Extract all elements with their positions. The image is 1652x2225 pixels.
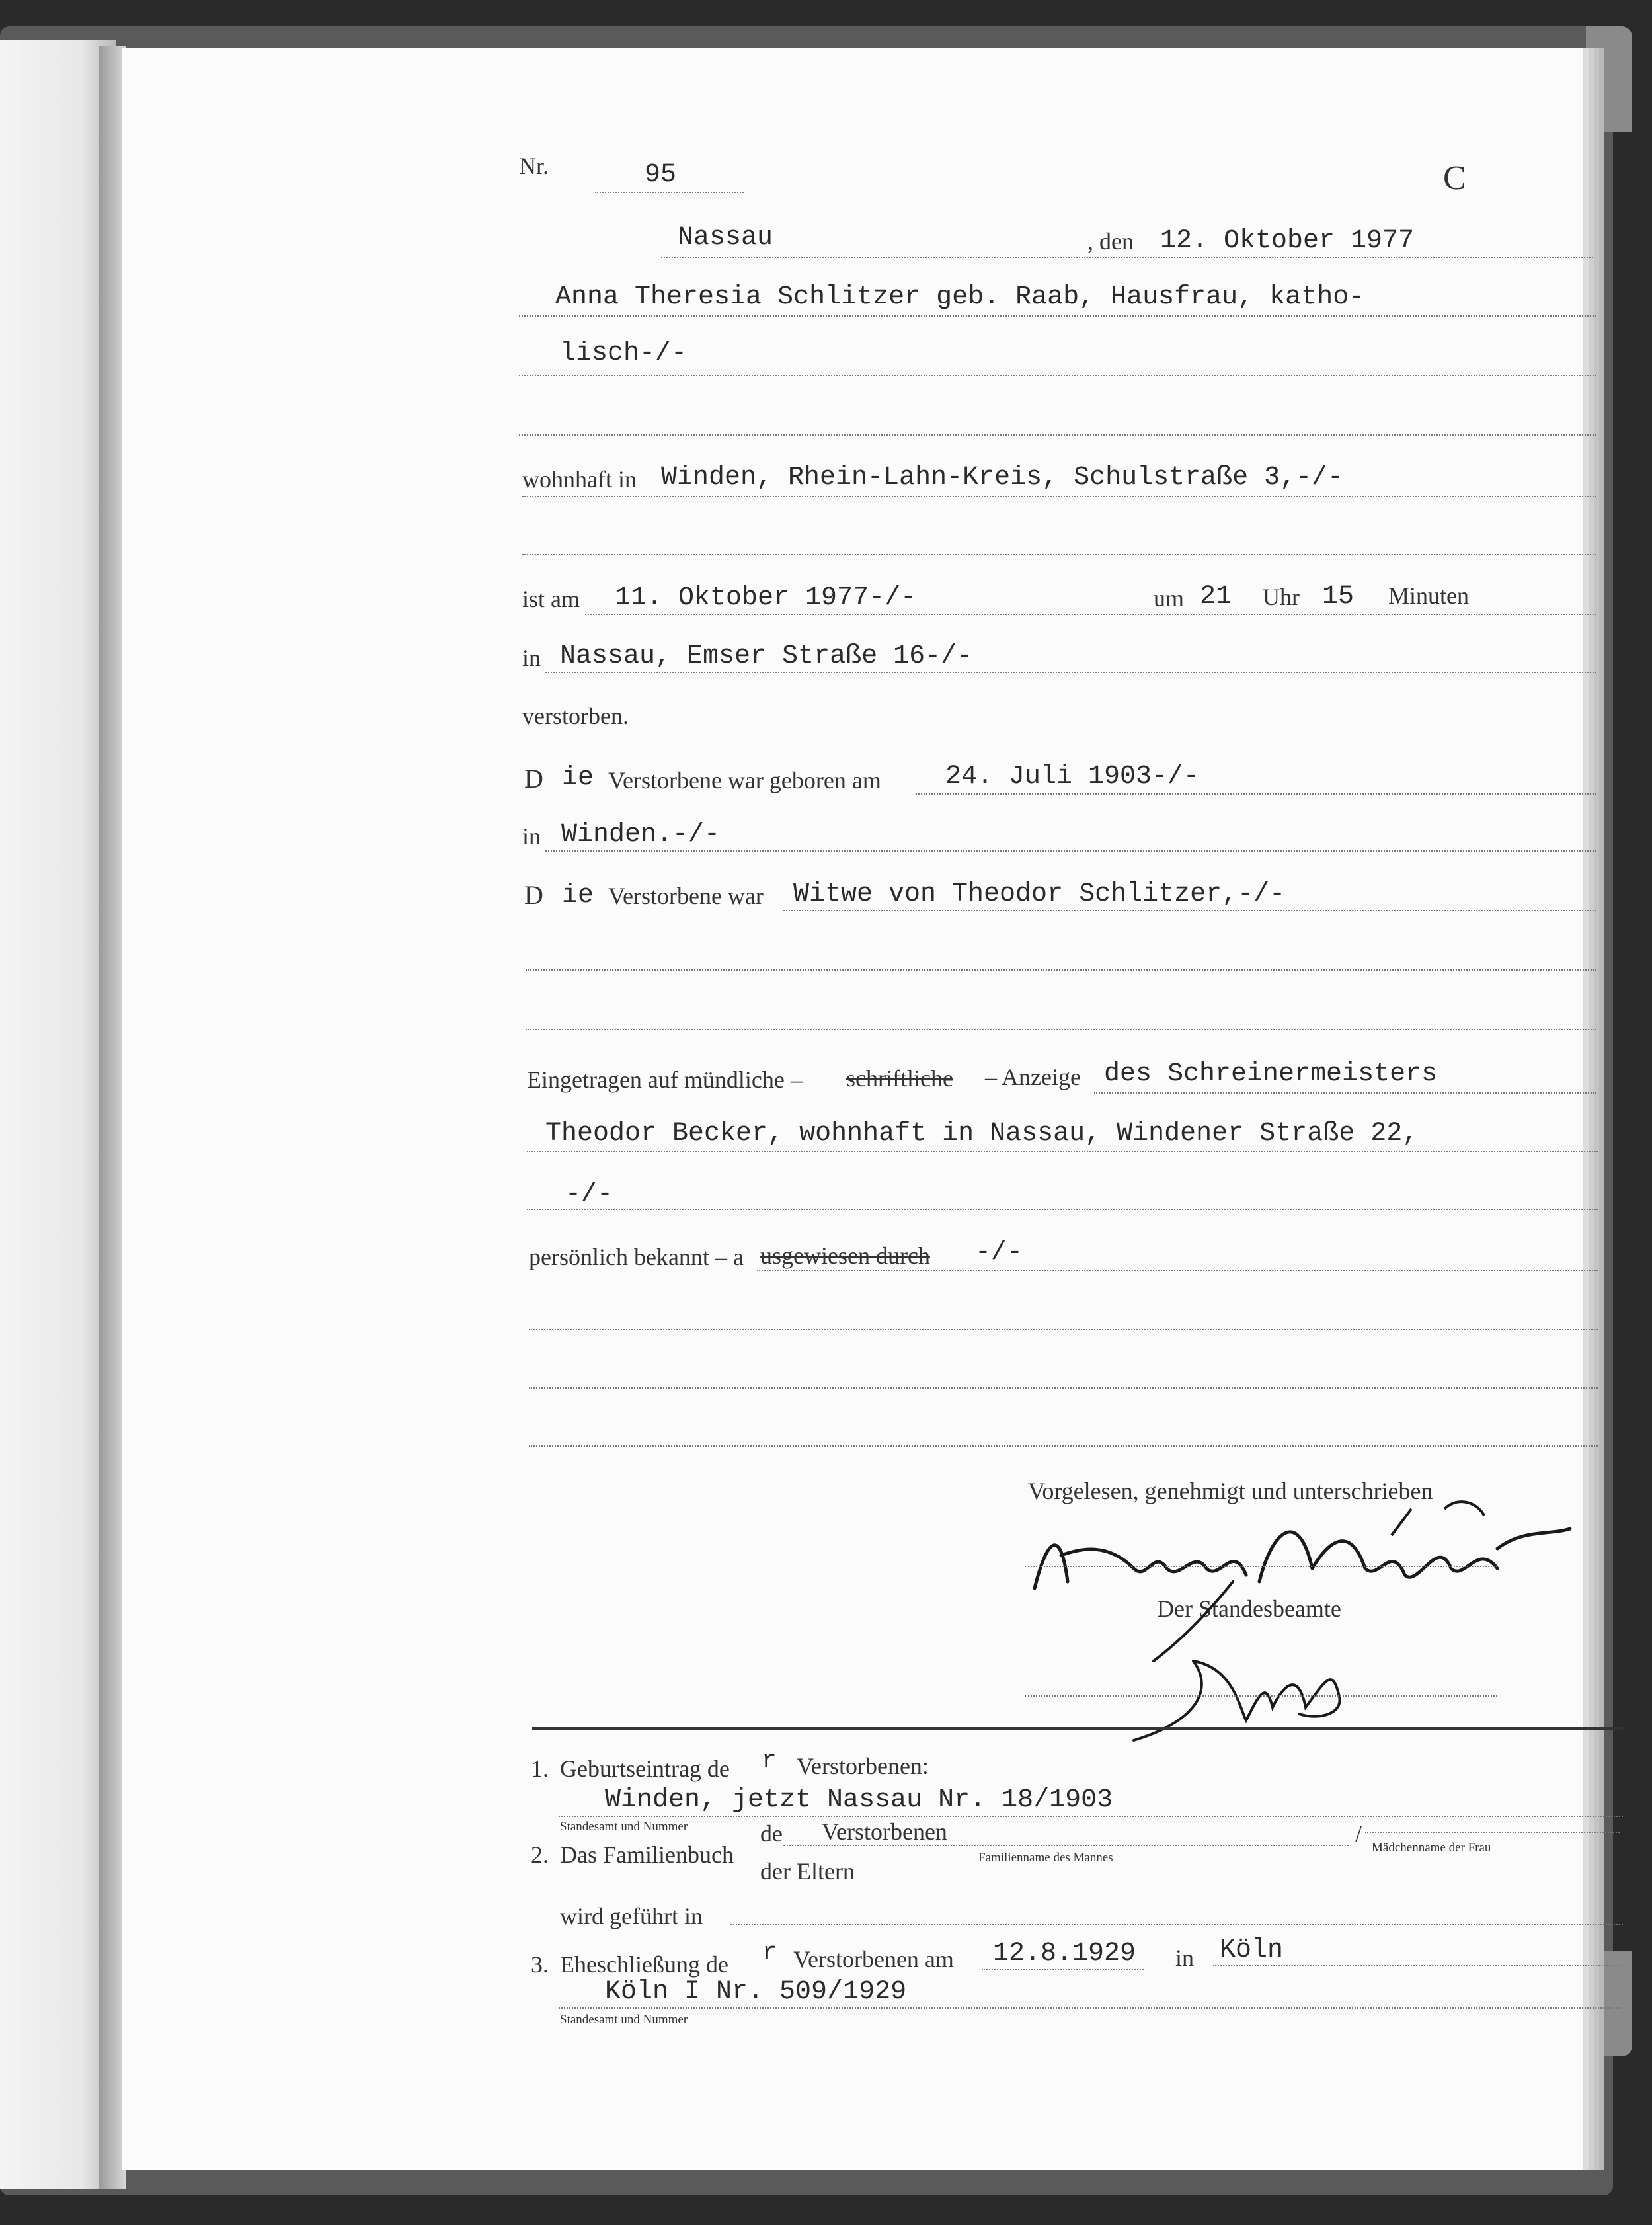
death-label: ist am bbox=[522, 586, 580, 612]
read-approved-label: Vorgelesen, genehmigt und unterschrieben bbox=[1028, 1478, 1433, 1504]
left-page bbox=[0, 40, 116, 2189]
person-line-1: Anna Theresia Schlitzer geb. Raab, Hausfrau, katho- bbox=[555, 282, 1365, 312]
form-letter: C bbox=[1443, 159, 1466, 197]
official-signature bbox=[1114, 1562, 1365, 1747]
birth-d-label: D bbox=[524, 764, 543, 793]
entry-label-start: Eingetragen auf mündliche – bbox=[527, 1067, 803, 1093]
official-label: Der Standesbeamte bbox=[1157, 1596, 1341, 1622]
death-minutes: 15 bbox=[1322, 582, 1355, 612]
geburt-label: Geburtseintrag de bbox=[560, 1756, 730, 1782]
known-rule bbox=[757, 1270, 1598, 1271]
um-label: um bbox=[1154, 585, 1185, 612]
footer-n3: 3. bbox=[531, 1951, 549, 1978]
verstorben-label: verstorben. bbox=[522, 703, 629, 729]
death-hour: 21 bbox=[1200, 582, 1232, 612]
entry-line-2: Theodor Becker, wohnhaft in Nassau, Windener Straße 22, bbox=[545, 1119, 1419, 1149]
blank-rule-3 bbox=[529, 1445, 1598, 1447]
death-in-label: in bbox=[522, 645, 541, 671]
birth-in-label: in bbox=[522, 823, 541, 850]
blank-rule-2 bbox=[529, 1387, 1598, 1389]
birth-ie: ie bbox=[562, 763, 594, 793]
known-struck: usgewiesen durch bbox=[760, 1242, 930, 1269]
nr-rule bbox=[595, 192, 744, 193]
familienbuch-label: Das Familienbuch bbox=[560, 1841, 734, 1868]
ehe-mid: Verstorbenen am bbox=[793, 1946, 954, 1972]
marital-d-label: D bbox=[524, 880, 543, 910]
marital-label: Verstorbene war bbox=[608, 883, 764, 909]
mann-label: Familienname des Mannes bbox=[978, 1851, 1113, 1865]
uhr-label: Uhr bbox=[1263, 584, 1300, 610]
geburt-r: r bbox=[762, 1747, 777, 1775]
frau-rule bbox=[1365, 1832, 1620, 1833]
ehe-date: 12.8.1929 bbox=[993, 1939, 1136, 1968]
ehe-place-rule bbox=[1213, 1965, 1623, 1966]
official-sign-rule bbox=[1025, 1695, 1497, 1697]
footer-n2: 2. bbox=[531, 1841, 549, 1868]
entry-rule-1 bbox=[1094, 1092, 1596, 1094]
entry-struck: schriftliche bbox=[846, 1065, 953, 1092]
entry-line-3: -/- bbox=[565, 1180, 613, 1209]
residence-value: Winden, Rhein-Lahn-Kreis, Schulstraße 3,-/- bbox=[661, 463, 1344, 493]
corner-protector-bottom bbox=[1586, 1951, 1632, 2056]
ehe-in: in bbox=[1175, 1945, 1195, 1971]
person-rule-3 bbox=[519, 434, 1596, 436]
ehe-r: r bbox=[762, 1939, 777, 1967]
death-place-rule bbox=[545, 672, 1596, 673]
birth-place-rule bbox=[545, 850, 1596, 852]
ehe-place: Köln bbox=[1220, 1935, 1284, 1965]
place-date-rule bbox=[661, 257, 1593, 258]
standesamt-label-1: Standesamt und Nummer bbox=[560, 1820, 688, 1834]
birth-date-rule bbox=[916, 793, 1596, 795]
wird-label: wird geführt in bbox=[560, 1903, 703, 1929]
frau-label: Mädchenname der Frau bbox=[1372, 1841, 1491, 1855]
entry-rule-2 bbox=[527, 1151, 1598, 1152]
marital-value: Witwe von Theodor Schlitzer,-/- bbox=[793, 879, 1286, 909]
birth-label: Verstorbene war geboren am bbox=[608, 767, 881, 793]
death-date: 11. Oktober 1977-/- bbox=[615, 583, 917, 613]
marital-ie: ie bbox=[562, 881, 594, 910]
de-label: de bbox=[760, 1820, 783, 1847]
footer-n1: 1. bbox=[531, 1756, 549, 1782]
den-label: , den bbox=[1087, 228, 1134, 255]
place-value: Nassau bbox=[678, 223, 773, 253]
person-rule-1 bbox=[519, 315, 1596, 317]
birth-place: Winden.-/- bbox=[561, 820, 721, 850]
residence-label: wohnhaft in bbox=[522, 466, 637, 493]
entry-label-end: – Anzeige bbox=[985, 1064, 1081, 1090]
entry-rule-3 bbox=[527, 1209, 1598, 1210]
person-rule-2 bbox=[519, 375, 1596, 376]
slash: / bbox=[1355, 1820, 1362, 1847]
death-place: Nassau, Emser Straße 16-/- bbox=[560, 641, 973, 671]
entry-line-1: des Schreinermeisters bbox=[1104, 1059, 1438, 1089]
residence-rule bbox=[522, 496, 1596, 497]
geburt-rule bbox=[559, 1816, 1623, 1817]
marital-rule bbox=[783, 910, 1596, 911]
familienbuch-rule bbox=[783, 1845, 1349, 1846]
der-eltern-label: der Eltern bbox=[760, 1858, 855, 1884]
corner-protector-top bbox=[1586, 26, 1632, 132]
standesamt-label-2: Standesamt und Nummer bbox=[560, 2013, 688, 2027]
marital-rule-2 bbox=[526, 969, 1596, 971]
blank-rule-1 bbox=[529, 1329, 1598, 1330]
known-end: -/- bbox=[975, 1238, 1023, 1268]
book-gutter bbox=[99, 46, 126, 2189]
ehe-value: Köln I Nr. 509/1929 bbox=[605, 1977, 907, 2007]
date-value: 12. Oktober 1977 bbox=[1160, 226, 1415, 256]
geburt-value: Winden, jetzt Nassau Nr. 18/1903 bbox=[605, 1785, 1113, 1815]
geburt-end: Verstorbenen: bbox=[797, 1753, 929, 1779]
person-line-2: lisch-/- bbox=[560, 339, 688, 368]
birth-date: 24. Juli 1903-/- bbox=[945, 762, 1200, 791]
ehe-label: Eheschließung de bbox=[560, 1951, 728, 1978]
document-page bbox=[122, 48, 1583, 2170]
ehe-value-rule bbox=[559, 2007, 1623, 2009]
footer-divider bbox=[532, 1727, 1623, 1730]
known-label: persönlich bekannt – a bbox=[529, 1244, 744, 1270]
nr-label: Nr. bbox=[519, 153, 549, 179]
verstorbenen-label: Verstorbenen bbox=[822, 1818, 947, 1845]
ehe-date-rule bbox=[982, 1969, 1144, 1970]
residence-rule-2 bbox=[522, 554, 1596, 555]
minuten-label: Minuten bbox=[1388, 583, 1469, 609]
marital-rule-3 bbox=[526, 1029, 1596, 1030]
nr-value: 95 bbox=[645, 160, 677, 190]
death-rule bbox=[585, 614, 1596, 615]
wird-rule bbox=[730, 1924, 1623, 1925]
